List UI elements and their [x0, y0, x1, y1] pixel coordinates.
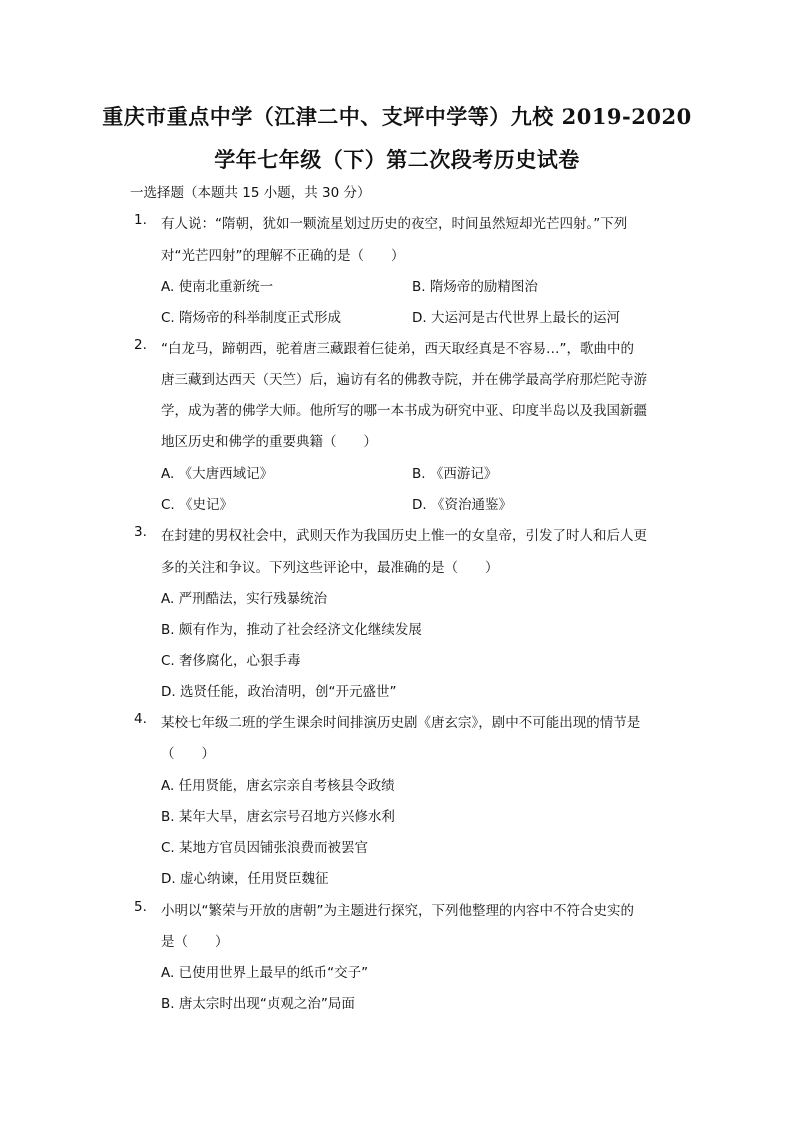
option-a: A. 任用贤能，唐玄宗亲自考核县令政绩 [161, 778, 395, 794]
option-d: D. 选贤任能，政治清明，创“开元盛世” [161, 684, 397, 700]
option-b: B. 《西游记》 [412, 466, 498, 482]
option-b: B. 隋炀帝的励精图治 [412, 279, 538, 295]
question-number: 2. [134, 337, 147, 353]
option-c: C. 隋炀帝的科举制度正式形成 [161, 310, 342, 326]
question-text: 学，成为著的佛学大师。他所写的哪一本书成为研究中亚、印度半岛以及我国新疆 [161, 403, 647, 419]
option-b: B. 颇有作为，推动了社会经济文化继续发展 [161, 622, 422, 638]
question-number: 5. [134, 899, 147, 915]
question-text: 唐三藏到达西天（天竺）后，遍访有名的佛教寺院，并在佛学最高学府那烂陀寺游 [161, 372, 647, 388]
exam-title-line-1: 重庆市重点中学（江津二中、支坪中学等）九校 2019-2020 [102, 104, 692, 129]
option-d: D. 虚心纳谏，任用贤臣魏征 [161, 871, 329, 887]
question-number: 4. [134, 711, 147, 727]
section-heading: 一选择题（本题共 15 小题，共 30 分） [130, 185, 371, 201]
option-b: B. 唐太宗时出现“贞观之治”局面 [161, 996, 355, 1012]
option-a: A. 使南北重新统一 [161, 279, 274, 295]
question-text: 在封建的男权社会中，武则天作为我国历史上惟一的女皇帝，引发了时人和后人更 [161, 528, 647, 544]
question-text: 对“光芒四射”的理解不正确的是（ ） [161, 248, 405, 264]
question-number: 1. [134, 212, 147, 228]
option-c: C. 奢侈腐化，心狠手毒 [161, 653, 301, 669]
question-number: 3. [134, 524, 147, 540]
question-text: 是（ ） [161, 934, 229, 950]
option-c: C. 《史记》 [161, 497, 234, 513]
option-a: A. 严刑酷法，实行残暴统治 [161, 591, 328, 607]
question-text: “白龙马，蹄朝西，驼着唐三藏跟着仨徒弟，西天取经真是不容易…”，歌曲中的 [161, 341, 634, 357]
option-a: A. 《大唐西域记》 [161, 466, 274, 482]
option-a: A. 已使用世界上最早的纸币“交子” [161, 965, 369, 981]
question-text: 有人说：“隋朝，犹如一颗流星划过历史的夜空，时间虽然短却光芒四射。”下列 [161, 216, 628, 232]
option-c: C. 某地方官员因铺张浪费而被罢官 [161, 840, 369, 856]
option-b: B. 某年大旱，唐玄宗号召地方兴修水利 [161, 809, 395, 825]
question-text: 地区历史和佛学的重要典籍（ ） [161, 434, 377, 450]
option-d: D. 大运河是古代世界上最长的运河 [412, 310, 620, 326]
question-text: 某校七年级二班的学生课余时间排演历史剧《唐玄宗》，剧中不可能出现的情节是 [161, 715, 641, 731]
question-text: 小明以“繁荣与开放的唐朝”为主题进行探究，下列他整理的内容中不符合史实的 [161, 903, 634, 919]
question-text: 多的关注和争议。下列这些评论中，最准确的是（ ） [161, 560, 499, 576]
option-d: D. 《资治通鉴》 [412, 497, 512, 513]
question-text: （ ） [161, 746, 215, 762]
exam-title-line-2: 学年七年级（下）第二次段考历史试卷 [214, 147, 580, 172]
